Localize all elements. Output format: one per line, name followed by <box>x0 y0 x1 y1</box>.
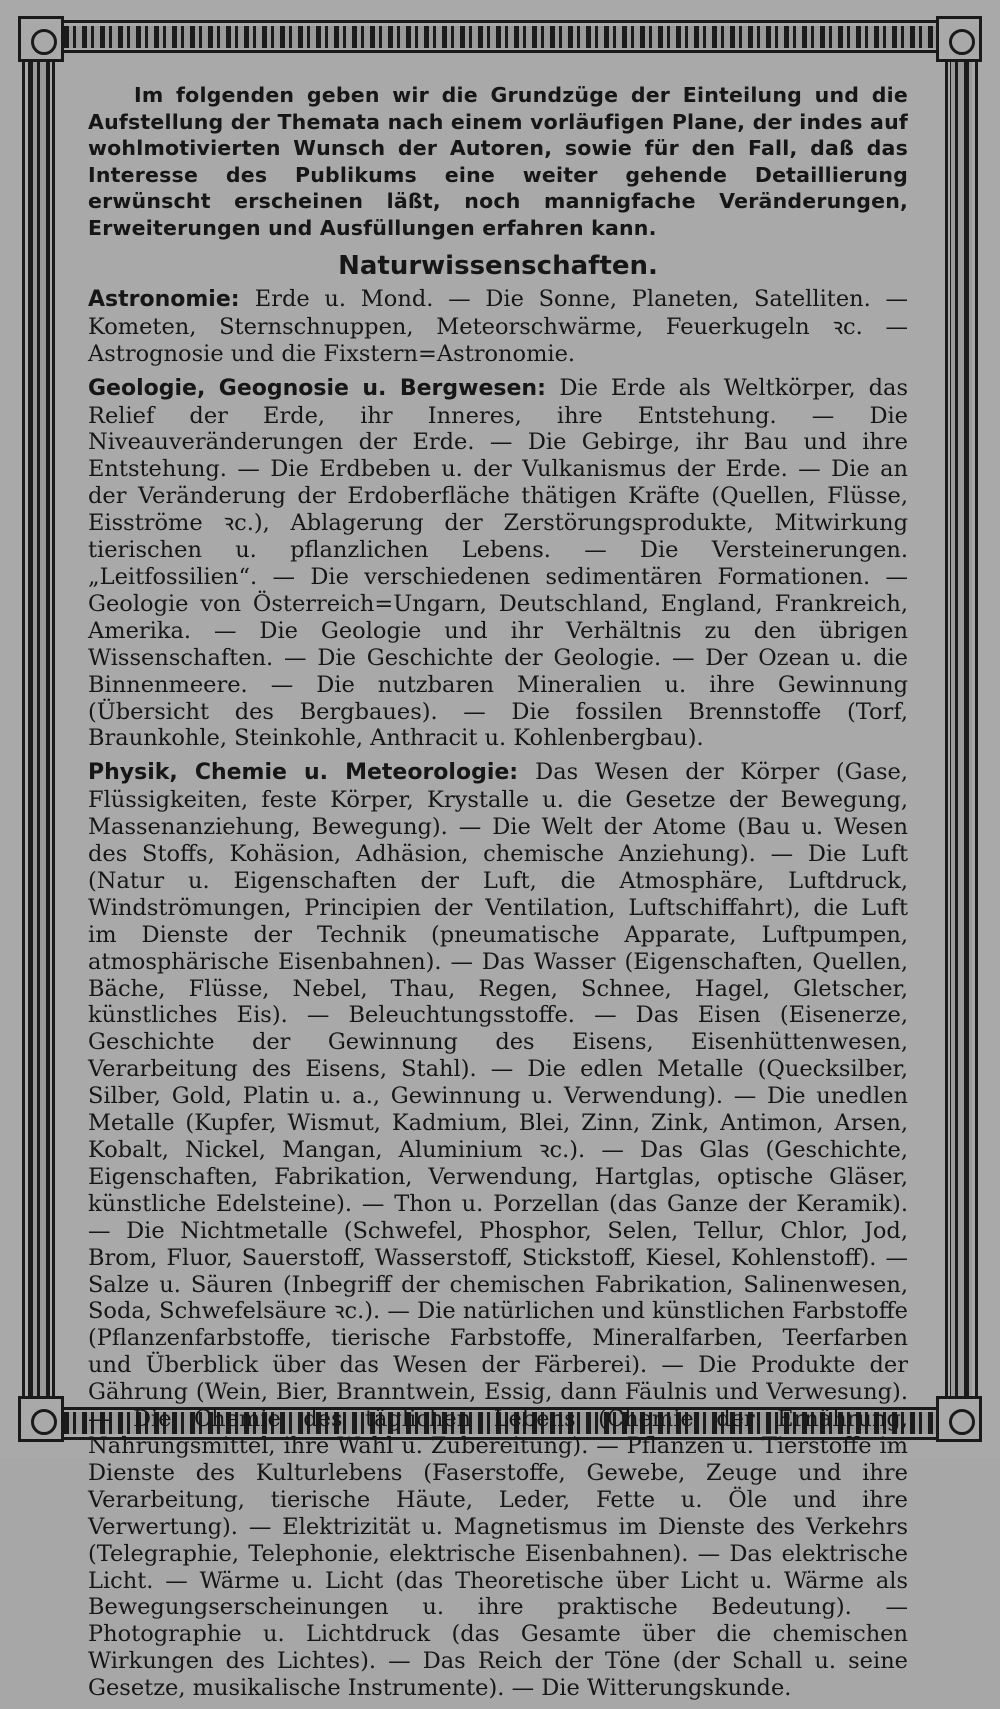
entry-heading: Geologie, Geognosie u. Bergwesen: <box>88 375 560 401</box>
corner-ornament-icon <box>18 1396 64 1442</box>
section-title: Naturwissenschaften. <box>338 251 658 281</box>
entry-text: Das Wesen der Körper (Gase, Flüssigkeiten, feste Körper, Krystalle u. die Gesetze der Bewegung, Massenanziehung, Bewegung). — Die Welt der Atome (Bau u. Wesen des Stoffs, Kohäsion, Adhäsion, chemische Anziehung). — Die Luft (Natur u. Eigenschaften der Luft, die Atmosphäre, Luftdruck, Windströmungen, Principien der Ventilation, Luftschiffahrt), die Luft im Dienste der Technik (pneumatische Apparate, Luftpumpen, atmosphärische Eisenbahnen). — Das Wasser (Eigenschaften, Quellen, Bäche, Flüsse, Nebel, Thau, Regen, Schnee, Hagel, Gletscher, künstliches Eis). — Beleuchtungsstoffe. — Das Eisen (Eisenerze, Geschichte der Gewinnung des Eisens, Eisenhüttenwesen, Verarbeitung des Eisens, Stahl). — Die edlen Metalle (Quecksilber, Silber, Gold, Platin u. a., Gewinnung u. Verwendung). — Die unedlen Metalle (Kupfer, Wismut, Kadmium, Blei, Zinn, Zink, Antimon, Arsen, Kobalt, Nickel, Mangan, Aluminium ꝛc.). — Das Glas (Geschichte, Eigenschaften, Fabrikation, Verwendung, Hartglas, optische Gläser, künstliche Edelsteine). — Thon u. Porzellan (das Ganze der Keramik). — Die Nichtmetalle (Schwefel, Phosphor, Selen, Tellur, Chlor, Jod, Brom, Fluor, Sauerstoff, Wasserstoff, Stickstoff, Kiesel, Kohlenstoff). — Salze u. Säuren (Inbegriff der chemischen Fabrikation, Salinenwesen, Soda, Schwefelsäure ꝛc.). — Die natürlichen und künstlichen Farbstoffe (Pflanzenfarbstoffe, tierische Farbstoffe, Mineralfarben, Teerfarben und Überblick über das Wesen der Färberei). — Die Produkte der Gährung (Wein, Bier, Branntwein, Essig, dann Fäulnis und Verwesung). — Die Chemie des täglichen Lebens (Chemie der Ernährung, Nahrungsmittel, ihre Wahl u. Zubereitung). — Pflanzen u. Tierstoffe im Dienste des Kulturlebens (Faserstoffe, Gewebe, Zeuge und ihre Verarbeitung, tierische Häute, Leder, Fette u. Öle und ihre Verwertung). — Elektrizität u. Magnetismus im Dienste des Verkehrs (Telegraphie, Telephonie, elektrische Eisenbahnen). — Das elektrische Licht. — Wärme u. Licht (das Theoretische über Licht u. Wärme als Bewegungserscheinungen u. ihre praktische Bedeutung). — Photographie u. Lichtdruck (das Gesamte über die chemischen Wirkungen des Lichtes). — Das Reich der Töne (der Schall u. seine Gesetze, musikalische Instrumente). — Die Witterungskunde. <box>88 759 908 1702</box>
corner-ornament-icon <box>936 1396 982 1442</box>
entry-astronomie <box>88 286 908 368</box>
entry-geologie <box>88 375 908 753</box>
entry-heading: Astronomie: <box>88 286 255 312</box>
corner-ornament-icon <box>18 16 64 62</box>
entry-physik <box>88 759 908 1702</box>
intro-paragraph: Im folgenden geben wir die Grundzüge der Einteilung und die Aufstellung der Themata nach einem vorläufigen Plane, der indes auf wohlmotivierten Wunsch der Autoren, sowie für den Fall, daß das Interesse des Publikums eine weiter gehende Detaillierung erwünscht erscheinen läßt, noch mannigfache Veränderungen, Erweiterungen und Ausfüllungen erfahren kann. <box>88 83 908 240</box>
entry-heading: Physik, Chemie u. Meteorologie: <box>88 760 536 786</box>
page-content <box>88 82 908 1709</box>
entry-text: Erde u. Mond. — Die Sonne, Planeten, Satelliten. — Kometen, Sternschnuppen, Meteorschwärme, Feuerkugeln ꝛc. — Astrognosie und die Fixstern=Astronomie. <box>88 285 908 367</box>
corner-ornament-icon <box>936 16 982 62</box>
entry-text: Die Erde als Weltkörper, das Relief der Erde, ihr Inneres, ihre Entstehung. — Die Niveauveränderungen der Erde. — Die Gebirge, ihr Bau und ihre Entstehung. — Die Erdbeben u. der Vulkanismus der Erde. — Die an der Veränderung der Erdoberfläche thätigen Kräfte (Quellen, Flüsse, Eisströme ꝛc.), Ablagerung der Zerstörungsprodukte, Mitwirkung tierischen u. pflanzlichen Lebens. — Die Versteinerungen. „Leitfossilien“. — Die verschiedenen sedimentären Formationen. — Geologie von Österreich=Ungarn, Deutschland, England, Frankreich, Amerika. — Die Geologie und ihr Verhältnis zu den übrigen Wissenschaften. — Die Geschichte der Geologie. — Der Ozean u. die Binnenmeere. — Die nutzbaren Mineralien u. ihre Gewinnung (Übersicht des Bergbaues). — Die fossilen Brennstoffe (Torf, Braunkohle, Steinkohle, Anthracit u. Kohlenbergbau). <box>88 374 909 752</box>
